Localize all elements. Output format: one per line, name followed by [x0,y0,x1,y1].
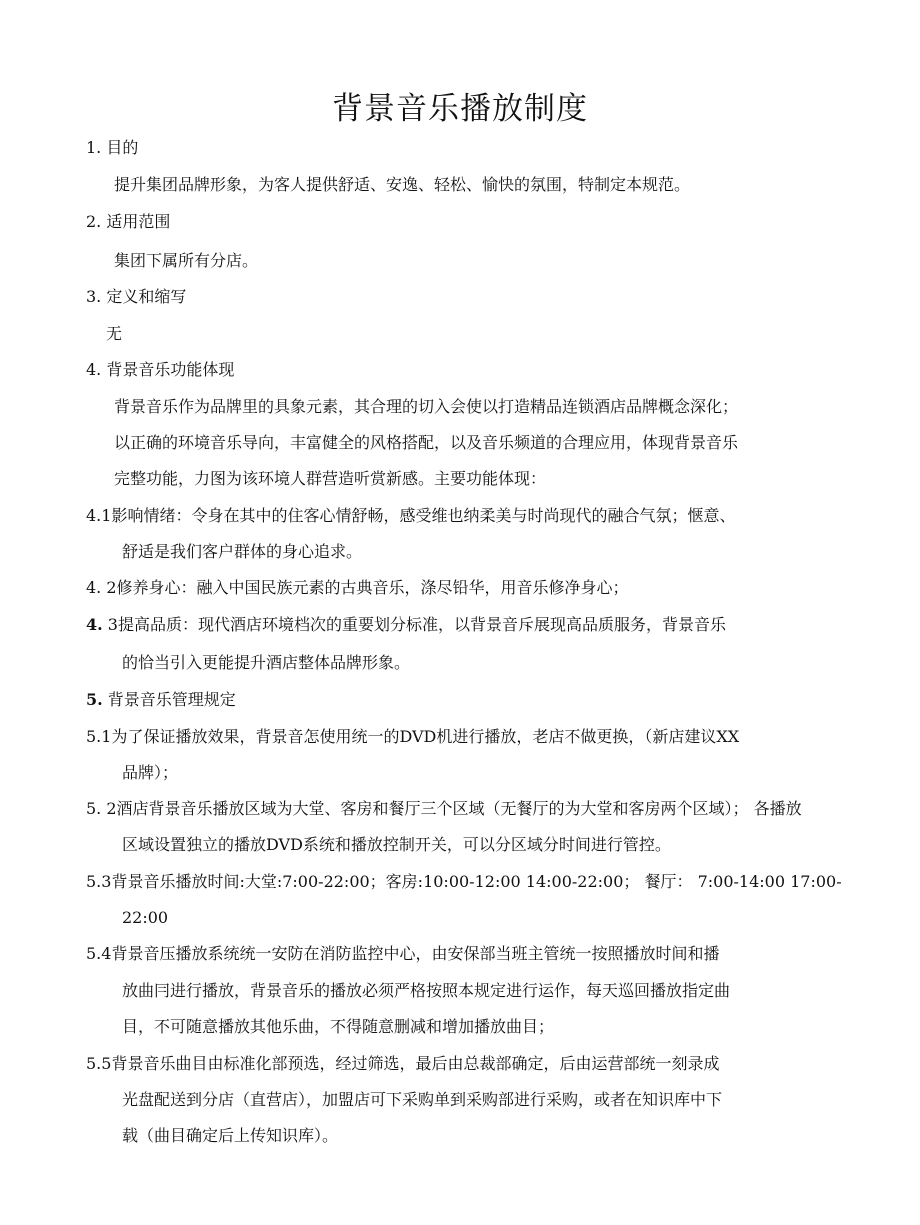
subsection-5-3: 5.3背景音乐播放时间:大堂:7:00-22:00；客房:10:00-12:00 14:00-22:00； 餐厅： 7:00-14:00 17:00- [86,872,842,891]
section-heading-1: 1. 目的 [86,138,139,157]
section-heading-2: 2. 适用范围 [86,212,171,231]
subsection-5-4: 5.4背景音压播放系统统一安防在消防监控中心，由安保部当班主管统一按照播放时间和播 [86,944,720,963]
subsection-number: 4. [86,615,103,634]
section-heading-4: 4. 背景音乐功能体现 [86,360,235,379]
paragraph-line: 集团下属所有分店。 [114,251,259,270]
section-number: 5. [86,690,103,709]
paragraph-line: 完整功能，力图为该环境人群营造听赏新感。主要功能体现： [114,469,547,488]
paragraph-line: 区域设置独立的播放DVD系统和播放控制开关，可以分区域分时间进行管控。 [122,835,671,854]
paragraph-line: 舒适是我们客户群体的身心追求。 [122,542,363,561]
subsection-4-2: 4. 2修养身心：融入中国民族元素的古典音乐，涤尽铅华，用音乐修净身心； [86,578,629,597]
subsection-4-3 [86,613,726,637]
subsection-text: 3提高品质：现代酒店环境档次的重要划分标准，以背景音斥展现高品质服务，背景音乐 [107,615,726,634]
paragraph-line: 22:00 [122,908,169,927]
subsection-5-1: 5.1为了保证播放效果，背景音怎使用统一的DVD机进行播放，老店不做更换，（新店建议XX [86,727,740,746]
document-title: 背景音乐播放制度 [332,91,588,127]
paragraph-line: 放曲冃进行播放，背景音乐的播放必须严格按照本规定进行运作，每天巡回播放指定曲 [122,981,731,1000]
section-heading-3: 3. 定义和缩写 [86,287,187,306]
paragraph-line: 光盘配送到分店（直营店），加盟店可下采购单到采购部进行采购，或者在知识库中下 [122,1090,723,1109]
section-text: 背景音乐管理规定 [107,690,236,709]
paragraph-line: 背景音乐作为品牌里的具象元素，其合理的切入会使以打造精品连锁酒店品牌概念深化； [114,397,739,416]
subsection-5-2: 5. 2酒店背景音乐播放区域为大堂、客房和餐厅三个区域（无餐厅的为大堂和客房两个区域）； 各播放 [86,799,802,818]
paragraph-line: 无 [106,324,123,343]
subsection-4-1: 4.1影响情绪：令身在其中的住客心情舒畅，感受维也纳柔美与时尚现代的融合气氛；惬意、 [86,506,736,525]
paragraph-line: 载（曲目确定后上传知识库）。 [122,1126,339,1145]
paragraph-line: 目，不可随意播放其他乐曲，不得随意删减和增加播放曲目； [122,1017,555,1036]
paragraph-line: 提升集团品牌形象，为客人提供舒适、安逸、轻松、愉快的氛围，特制定本规范。 [114,175,691,194]
section-heading-5 [86,688,236,712]
paragraph-line: 品牌）； [122,763,179,782]
paragraph-line: 的恰当引入更能提升酒店整体品牌形象。 [122,653,411,672]
subsection-5-5: 5.5背景音乐曲目由标准化部预选，经过筛选，最后由总裁部确定，后由运营部统一刻录成 [86,1054,720,1073]
paragraph-line: 以正确的环境音乐导向，丰富健全的风格搭配，以及音乐频道的合理应用，体现背景音乐 [114,433,739,452]
